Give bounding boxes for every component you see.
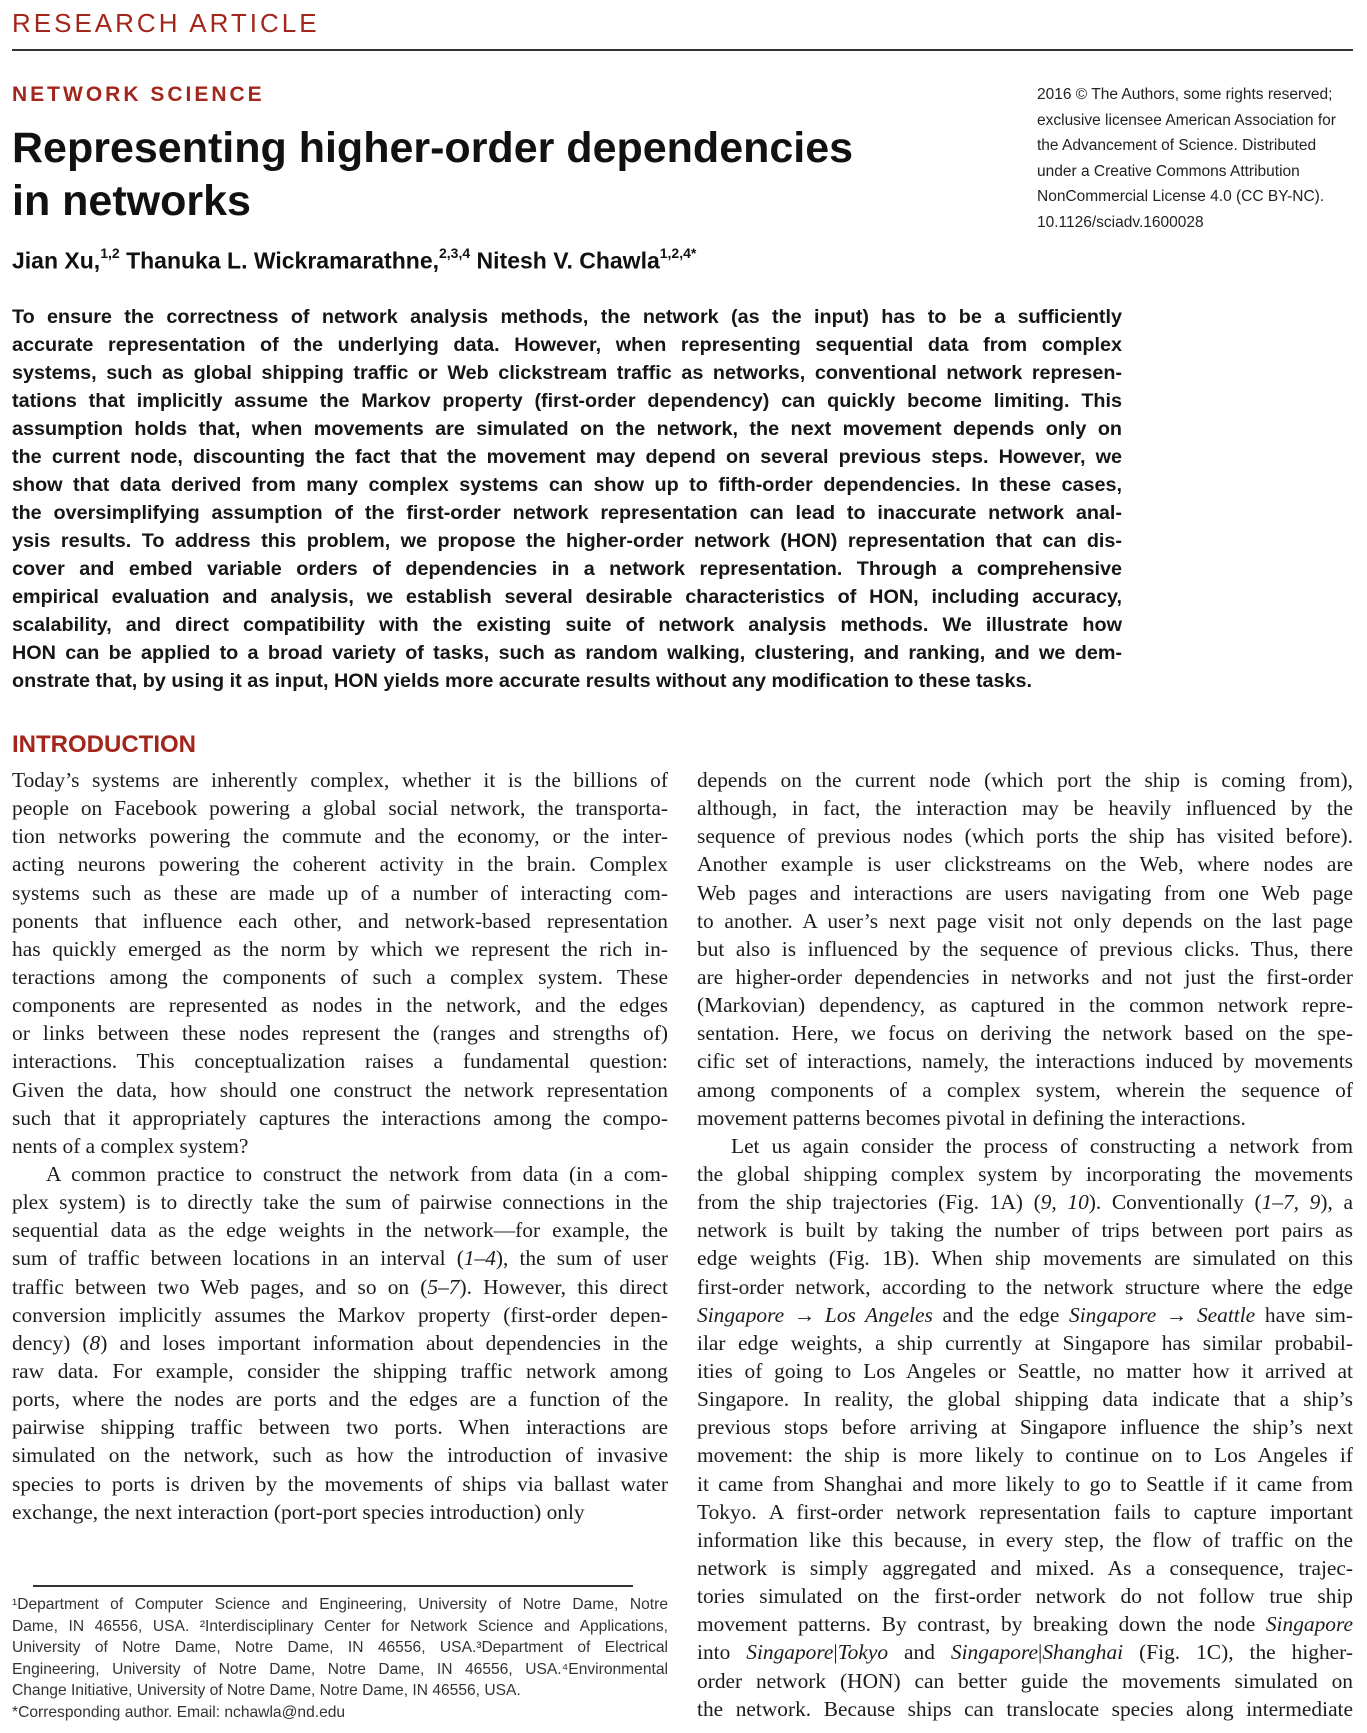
affiliation-footnotes	[12, 1594, 668, 1724]
body-text-line: from the ship trajectories (Fig. 1A) (9, 10). Conventionally (1–7, 9), a	[697, 1190, 1353, 1215]
body-text-line: among components of a complex system, wherein the sequence of	[697, 1077, 1353, 1102]
body-text-line: first-order network, according to the network structure where the edge	[697, 1274, 1353, 1299]
header-divider	[12, 49, 1353, 51]
license-line: the Advancement of Science. Distributed	[1037, 137, 1317, 155]
body-text-line: components are represented as nodes in the network, and the edges	[12, 993, 668, 1018]
footnote-line: Engineering, University of Notre Dame, Notre Dame, IN 46556, USA.⁴Environmental	[12, 1660, 668, 1678]
body-text-line: order network (HON) can better guide the movements simulated on	[697, 1668, 1353, 1693]
body-text-line: Tokyo. A first-order network representation fails to capture important	[697, 1499, 1353, 1524]
abstract-line: empirical evaluation and analysis, we establish several desirable characteristics of HON, including accuracy,	[12, 586, 1122, 608]
footnote-line: ¹Department of Computer Science and Engineering, University of Notre Dame, Notre	[12, 1596, 668, 1613]
body-text-line: the global shipping complex system by incorporating the movements	[697, 1161, 1353, 1186]
body-text-line: raw data. For example, consider the shipping traffic network among	[12, 1358, 668, 1383]
body-text-line: traffic between two Web pages, and so on (5–7). However, this direct	[12, 1274, 668, 1299]
body-text-line: movement: the ship is more likely to continue on to Los Angeles if	[697, 1443, 1353, 1468]
author-list	[12, 247, 696, 275]
body-text-line: tories simulated on the first-order network do not follow true ship	[697, 1584, 1353, 1609]
body-text-line: people on Facebook powering a global social network, the transporta-	[12, 796, 668, 821]
abstract-line: assumption holds that, when movements are simulated on the network, the next movement depends only on	[12, 418, 1122, 440]
abstract-line: HON can be applied to a broad variety of tasks, such as random walking, clustering, and ranking, and we dem-	[12, 642, 1122, 664]
body-text-line: A common practice to construct the network from data (in a com-	[46, 1161, 668, 1186]
abstract-line: the oversimplifying assumption of the first-order network representation can lead to inaccurate network anal-	[12, 502, 1122, 524]
abstract-line: show that data derived from many complex systems can show up to fifth-order dependencies. In these cases,	[12, 474, 1122, 496]
body-text-line: acting neurons powering the coherent activity in the brain. Complex	[12, 852, 668, 877]
body-text-line: to another. A user’s next page visit not only depends on the last page	[697, 908, 1353, 933]
footnote-line: Dame, IN 46556, USA. ²Interdisciplinary Center for Network Science and Applications,	[12, 1617, 668, 1635]
body-column-left	[12, 766, 668, 1526]
introduction-heading: INTRODUCTION	[12, 731, 196, 758]
abstract-line: cover and embed variable orders of dependencies in a network representation. Through a comprehensive	[12, 558, 1122, 580]
body-text-line: such that it appropriately captures the interactions among the compo-	[12, 1105, 668, 1130]
body-text-line: into Singapore|Tokyo and Singapore|Shanghai (Fig. 1C), the higher-	[697, 1640, 1353, 1665]
author-name[interactable]: Thanuka L. Wickramarathne,	[126, 247, 439, 274]
body-text-line: or links between these nodes represent the (ranges and strengths of)	[12, 1021, 668, 1046]
body-text-line: sum of traffic between locations in an interval (1–4), the sum of user	[12, 1246, 668, 1271]
footnote-line: Change Initiative, University of Notre Dame, Notre Dame, IN 46556, USA.	[12, 1682, 521, 1700]
article-category: NETWORK SCIENCE	[12, 83, 265, 106]
author-affiliation: 2,3,4	[439, 245, 471, 261]
title-line: Representing higher-order dependencies	[12, 124, 854, 172]
body-text-line: Web pages and interactions are users navigating from one Web page	[697, 880, 1353, 905]
body-text-line: sequential data as the edge weights in the network—for example, the	[12, 1218, 668, 1243]
body-text-line: the network. Because ships can translocate species along intermediate	[697, 1696, 1353, 1721]
license-line: exclusive licensee American Association for	[1037, 111, 1336, 129]
body-text-line: ilar edge weights, a ship currently at Singapore has similar probabil-	[697, 1330, 1353, 1355]
body-text-line: Singapore. In reality, the global shipping data indicate that a ship’s	[697, 1387, 1353, 1412]
body-text-line: systems such as these are made up of a number of interacting com-	[12, 880, 668, 905]
body-text-line: sequence of previous nodes (which ports the ship has visited before).	[697, 824, 1353, 849]
body-text-line: Singapore → Los Angeles and the edge Singapore → Seattle have sim-	[697, 1302, 1353, 1327]
body-text-line: depends on the current node (which port the ship is coming from),	[697, 768, 1353, 792]
license-line: under a Creative Commons Attribution	[1037, 162, 1300, 180]
body-text-line: conversion implicitly assumes the Markov property (first-order depen-	[12, 1302, 668, 1327]
abstract-line: tations that implicitly assume the Markov property (first-order dependency) can quickly become limiting. This	[12, 390, 1122, 412]
abstract-line: accurate representation of the underlying data. However, when representing sequential data from complex	[12, 334, 1122, 356]
body-text-line: movement patterns becomes pivotal in defining the interactions.	[697, 1105, 1246, 1130]
body-text-line: but also is influenced by the sequence of previous clicks. Thus, there	[697, 936, 1353, 961]
author-name[interactable]: Nitesh V. Chawla	[476, 247, 660, 274]
body-text-line: network is simply aggregated and mixed. As a consequence, trajec-	[697, 1555, 1353, 1580]
body-text-line: ports, where the nodes are ports and the edges are a function of the	[12, 1387, 668, 1412]
footnote-divider	[33, 1585, 633, 1587]
body-text-line: although, in fact, the interaction may be heavily influenced by the	[697, 796, 1353, 821]
body-text-line: Today’s systems are inherently complex, whether it is the billions of	[12, 768, 668, 792]
body-text-line: species to ports is driven by the movements of ships via ballast water	[12, 1471, 668, 1496]
author-affiliation: 1,2	[100, 245, 120, 261]
footnote-line: *Corresponding author. Email: nchawla@nd.edu	[12, 1703, 346, 1721]
body-text-line: are higher-order dependencies in networks and not just the first-order	[697, 964, 1353, 989]
license-line: NonCommercial License 4.0 (CC BY-NC).	[1037, 188, 1325, 206]
body-text-line: Given the data, how should one construct the network representation	[12, 1077, 668, 1102]
abstract-line: onstrate that, by using it as input, HON yields more accurate results without any modification to these tasks.	[12, 670, 1033, 692]
footnote-line: University of Notre Dame, Notre Dame, IN 46556, USA.³Department of Electrical	[12, 1639, 668, 1657]
body-text-line: pairwise shipping traffic between two ports. When interactions are	[12, 1415, 668, 1440]
body-text-line: nents of a complex system?	[12, 1133, 249, 1158]
license-notice	[1037, 82, 1357, 236]
body-column-right	[697, 766, 1353, 1723]
license-line: 2016 © The Authors, some rights reserved;	[1037, 86, 1333, 103]
abstract-line: ysis results. To address this problem, we propose the higher-order network (HON) representation that can dis-	[12, 530, 1122, 552]
body-text-line: ponents that influence each other, and network-based representation	[12, 908, 668, 933]
body-text-line: network is built by taking the number of trips between port pairs as	[697, 1218, 1353, 1243]
body-text-line: exchange, the next interaction (port-port species introduction) only	[12, 1499, 585, 1524]
title-line: in networks	[12, 177, 251, 225]
body-text-line: tion networks powering the commute and the economy, or the inter-	[12, 824, 668, 849]
body-text-line: information like this because, in every step, the flow of traffic on the	[697, 1527, 1353, 1552]
body-text-line: Let us again consider the process of constructing a network from	[731, 1133, 1353, 1158]
body-text-line: plex system) is to directly take the sum of pairwise connections in the	[12, 1190, 668, 1215]
body-text-line: dency) (8) and loses important information about dependencies in the	[12, 1330, 668, 1355]
body-text-line: previous stops before arriving at Singapore influence the ship’s next	[697, 1415, 1353, 1440]
abstract-line: systems, such as global shipping traffic or Web clickstream traffic as networks, conventional network represen-	[12, 362, 1122, 384]
body-text-line: interactions. This conceptualization raises a fundamental question:	[12, 1049, 668, 1074]
body-text-line: has quickly emerged as the norm by which we represent the rich in-	[12, 936, 668, 961]
abstract-line: scalability, and direct compatibility with the existing suite of network analysis methods. We illustrate how	[12, 614, 1122, 636]
author-name[interactable]: Jian Xu,	[12, 247, 101, 274]
body-text-line: it came from Shanghai and more likely to go to Seattle if it came from	[697, 1471, 1353, 1496]
abstract-line: the current node, discounting the fact that the movement may depend on several previous steps. However, we	[12, 446, 1122, 468]
body-text-line: teractions among the components of such a complex system. These	[12, 964, 668, 989]
body-text-line: cific set of interactions, namely, the interactions induced by movements	[697, 1049, 1353, 1074]
body-text-line: sentation. Here, we focus on deriving the network based on the spe-	[697, 1021, 1353, 1046]
doi-link[interactable]: 10.1126/sciadv.1600028	[1037, 213, 1204, 231]
body-text-line: (Markovian) dependency, as captured in the common network repre-	[697, 993, 1353, 1018]
body-text-line: simulated on the network, such as how the introduction of invasive	[12, 1443, 668, 1468]
article-title	[12, 122, 862, 228]
abstract	[12, 303, 1122, 695]
author-affiliation: 1,2,4*	[659, 245, 697, 261]
body-text-line: movement patterns. By contrast, by breaking down the node Singapore	[697, 1612, 1353, 1637]
body-text-line: ities of going to Los Angeles or Seattle, no matter how it arrived at	[697, 1358, 1353, 1383]
body-text-line: Another example is user clickstreams on the Web, where nodes are	[697, 852, 1353, 877]
body-text-line: edge weights (Fig. 1B). When ship movements are simulated on this	[697, 1246, 1353, 1271]
journal-section-header: RESEARCH ARTICLE	[12, 8, 320, 38]
abstract-line: To ensure the correctness of network analysis methods, the network (as the input) has to be a sufficiently	[12, 306, 1122, 328]
